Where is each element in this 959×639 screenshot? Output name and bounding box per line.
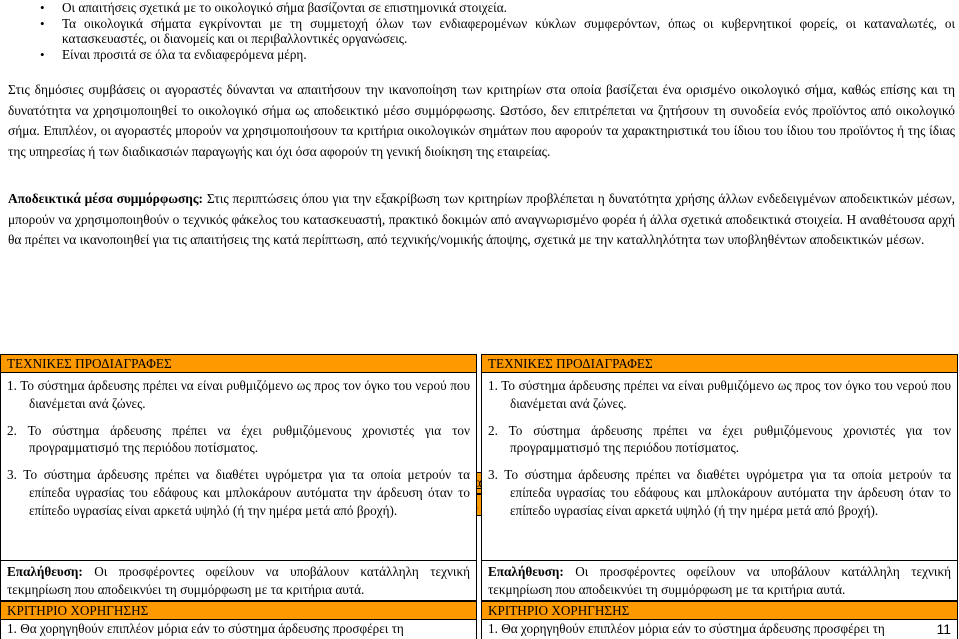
specifications-section: [0, 354, 959, 637]
bullet-item: • Είναι προσιτά σε όλα τα ενδιαφερόμενα μέρη.: [40, 47, 955, 63]
verification-cell: [481, 561, 958, 601]
paragraph-heading: Αποδεικτικά μέσα συμμόρφωσης:: [8, 191, 203, 206]
verification-label: Επαλήθευση:: [488, 564, 564, 579]
verification-text: Οι προσφέροντες οφείλουν να υποβάλουν κατάλληλη τεχνική τεκμηρίωση που αποδεικνύει τη συμμόρφωση με τα κριτήρια αυτά.: [488, 564, 951, 597]
award-item: 1. Θα χορηγηθούν επιπλέον μόρια εάν το σύστημα άρδευσης προσφέρει τη: [7, 621, 404, 636]
spec-item: 2. Το σύστημα άρδευσης πρέπει να έχει ρυθμιζόμενους χρονιστές για τον προγραμματισμό της περιόδου ποτίσματος.: [7, 422, 470, 456]
award-item-cell: [481, 620, 958, 639]
spec-item: 2. Το σύστημα άρδευσης πρέπει να έχει ρυθμιζόμενους χρονιστές για τον προγραμματισμό της περιόδου ποτίσματος.: [488, 422, 951, 456]
award-label-cell: [481, 601, 958, 620]
bullet-item: • Οι απαιτήσεις σχετικά με το οικολογικό σήμα βασίζονται σε επιστημονικά στοιχεία.: [40, 0, 955, 16]
award-item-cell: [0, 620, 477, 639]
spec-item: 1. Το σύστημα άρδευσης πρέπει να είναι ρυθμιζόμενο ως προς τον όγκο του νερού που διανέμεται ανά ζώνες.: [7, 378, 470, 411]
spec-items-cell: [0, 373, 477, 561]
award-item: 1. Θα χορηγηθούν επιπλέον μόρια εάν το σύστημα άρδευσης προσφέρει τη: [488, 621, 885, 636]
award-label-cell: [0, 601, 477, 620]
spec-label-cell: [0, 354, 477, 373]
spec-item: 1. Το σύστημα άρδευσης πρέπει να είναι ρυθμιζόμενο ως προς τον όγκο του νερού που διανέμεται ανά ζώνες.: [488, 378, 951, 411]
paragraph-public-procurement: Στις δημόσιες συμβάσεις οι αγοραστές δύνανται να απαιτήσουν την ικανοποίηση των κριτηρίων στα οποία βασίζεται ένα ορισμένο οικολογικό σήμα, καθώς επίσης και τη δυνατότητα να χρησιμοποιηθεί το οικολογικό σήμα ως αποδεικτικό μέσο συμμόρφωσης. Ωστόσο, δεν επιτρέπεται να ζητήσουν τη συνοδεία ενός προϊόντος από οικολογικό σήμα. Επιπλέον, οι αγοραστές μπορούν να χρησιμοποιήσουν τα κριτήρια οικολογικών σημάτων που αφορούν τα χαρακτηριστικά του ίδιου του ίδιου του προϊόντος ή της ίδιας της υπηρεσίας ή των διαδικασιών παραγωγής και όχι όσα αφορούν τη γενική διοίκηση της εταιρείας.: [8, 82, 955, 159]
paragraph-text: Στις περιπτώσεις όπου για την εξακρίβωση των κριτηρίων προβλέπεται η δυνατότητα χρήσης άλλων ενδεδειγμένων αποδεικτικών μέσων, μπορούν να χρησιμοποιηθούν ο τεχνικός φάκελος του κατασκευαστή, πρακτικό δοκιμών από αναγνωρισμένο φορέα ή άλλα σχετικά αποδεικτικά στοιχεία. Η αναθέτουσα αρχή θα πρέπει να ικανοποιηθεί για τις απαιτήσεις της κατά περίπτωση, από τεχνικής/νομικής άποψης, σχετικά με την καταλληλότητα των υποβληθέντων αποδεικτικών μέσων.: [8, 191, 955, 247]
bullet-list: [40, 0, 955, 62]
page-number: 11: [936, 621, 951, 637]
spec-label: ΤΕΧΝΙΚΕΣ ΠΡΟΔΙΑΓΡΑΦΕΣ: [488, 356, 653, 371]
verification-label: Επαλήθευση:: [7, 564, 83, 579]
paragraph-proof-of-compliance: [8, 189, 955, 251]
verification-text: Οι προσφέροντες οφείλουν να υποβάλουν κατάλληλη τεχνική τεκμηρίωση που αποδεικνύει τη συμμόρφωση με τα κριτήρια αυτά.: [7, 564, 470, 597]
award-label: ΚΡΙΤΗΡΙΟ ΧΟΡΗΓΗΣΗΣ: [7, 603, 149, 618]
bullet-item: • Τα οικολογικά σήματα εγκρίνονται με τη συμμετοχή όλων των ενδιαφερομένων κύκλων συμφερόντων, όπως οι κυβερνητικοί φορείς, οι καταναλωτές, οι κατασκευαστές, οι διανομείς και οι περιβαλλοντικές οργανώσεις.: [40, 16, 955, 47]
spec-item: 3. Το σύστημα άρδευσης πρέπει να διαθέτει υγρόμετρα για τα οποία μετρούν τα επίπεδα υγρασίας του εδάφους και μπλοκάρουν αυτόματα την άρδευση όταν το επίπεδο υγρασίας είναι αρκετά υψηλό (ή την ημέρα μετά από βροχή).: [7, 467, 470, 518]
verification-cell: [0, 561, 477, 601]
award-label: ΚΡΙΤΗΡΙΟ ΧΟΡΗΓΗΣΗΣ: [488, 603, 630, 618]
spec-label: ΤΕΧΝΙΚΕΣ ΠΡΟΔΙΑΓΡΑΦΕΣ: [7, 356, 172, 371]
spec-item: 3. Το σύστημα άρδευσης πρέπει να διαθέτει υγρόμετρα για τα οποία μετρούν τα επίπεδα υγρασίας του εδάφους και μπλοκάρουν αυτόματα την άρδευση όταν το επίπεδο υγρασίας είναι αρκετά υψηλό (ή την ημέρα μετά από βροχή).: [488, 467, 951, 518]
spec-label-cell: [481, 354, 958, 373]
spec-items-cell: [481, 373, 958, 561]
